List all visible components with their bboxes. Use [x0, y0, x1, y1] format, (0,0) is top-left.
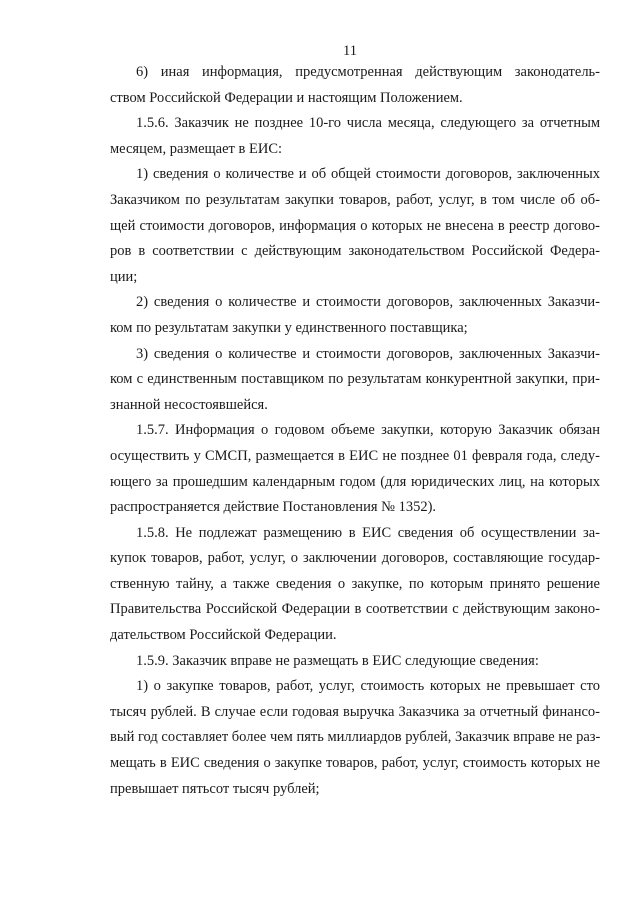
paragraph	[110, 111, 600, 162]
text-line: 1.5.8. Не подлежат размещению в ЕИС сведения об осуществлении за-	[136, 524, 600, 541]
text-line: купок товаров, работ, услуг, о заключении договоров, составляющие государ-	[110, 550, 600, 567]
text-line: распространяется действие Постановления № 1352).	[110, 499, 437, 516]
paragraph	[110, 162, 600, 290]
paragraph	[110, 674, 600, 802]
text-line: знанной несостоявшейся.	[110, 396, 268, 413]
text-line: ственную тайну, а также сведения о закупке, по которым принято решение	[110, 575, 600, 592]
text-line: месяцем, размещает в ЕИС:	[110, 140, 283, 157]
paragraph	[110, 649, 600, 675]
page-number: 11	[343, 43, 357, 59]
paragraph	[110, 60, 600, 111]
text-line: ции;	[110, 268, 138, 285]
text-line: 2) сведения о количестве и стоимости договоров, заключенных Заказчи-	[136, 294, 600, 311]
text-line: дательством Российской Федерации.	[110, 627, 337, 644]
text-line: 1.5.7. Информация о годовом объеме закупки, которую Заказчик обязан	[136, 422, 600, 439]
paragraph	[110, 418, 600, 520]
text-line: ров в соответствии с действующим законодательством Российской Федера-	[110, 243, 600, 260]
text-line: ющего за прошедшим календарным годом (для юридических лиц, на которых	[110, 473, 600, 490]
text-line: 1) о закупке товаров, работ, услуг, стоимость которых не превышает сто	[136, 678, 600, 695]
text-line: превышает пятьсот тысяч рублей;	[110, 780, 320, 797]
text-line: тысяч рублей. В случае если годовая выручка Заказчика за отчетный финансо-	[110, 703, 600, 720]
text-line: мещать в ЕИС сведения о закупке товаров, работ, услуг, стоимость которых не	[110, 755, 600, 772]
text-line: ством Российской Федерации и настоящим Положением.	[110, 89, 463, 106]
text-line: вый год составляет более чем пять миллиардов рублей, Заказчик вправе не раз-	[110, 729, 600, 746]
text-line: 3) сведения о количестве и стоимости договоров, заключенных Заказчи-	[136, 345, 600, 362]
text-line: Заказчиком по результатам закупки товаров, работ, услуг, в том числе об об-	[110, 191, 600, 208]
text-line: 1.5.6. Заказчик не позднее 10-го числа месяца, следующего за отчетным	[136, 115, 600, 132]
paragraph	[110, 342, 600, 419]
text-line: 1.5.9. Заказчик вправе не размещать в ЕИС следующие сведения:	[136, 652, 539, 669]
paragraph	[110, 521, 600, 649]
text-line: 6) иная информация, предусмотренная действующим законодатель-	[136, 64, 600, 80]
text-line: ком по результатам закупки у единственного поставщика;	[110, 319, 468, 336]
text-line: 1) сведения о количестве и об общей стоимости договоров, заключенных	[136, 166, 600, 183]
paragraph	[110, 290, 600, 341]
text-line: осуществить у СМСП, размещается в ЕИС не позднее 01 февраля года, следу-	[110, 447, 600, 464]
text-line: щей стоимости договоров, информация о которых не внесена в реестр догово-	[110, 217, 600, 234]
document-body	[110, 60, 600, 802]
text-line: ком с единственным поставщиком по результатам конкурентной закупки, при-	[110, 371, 600, 388]
text-line: Правительства Российской Федерации в соответствии с действующим законо-	[110, 601, 600, 618]
